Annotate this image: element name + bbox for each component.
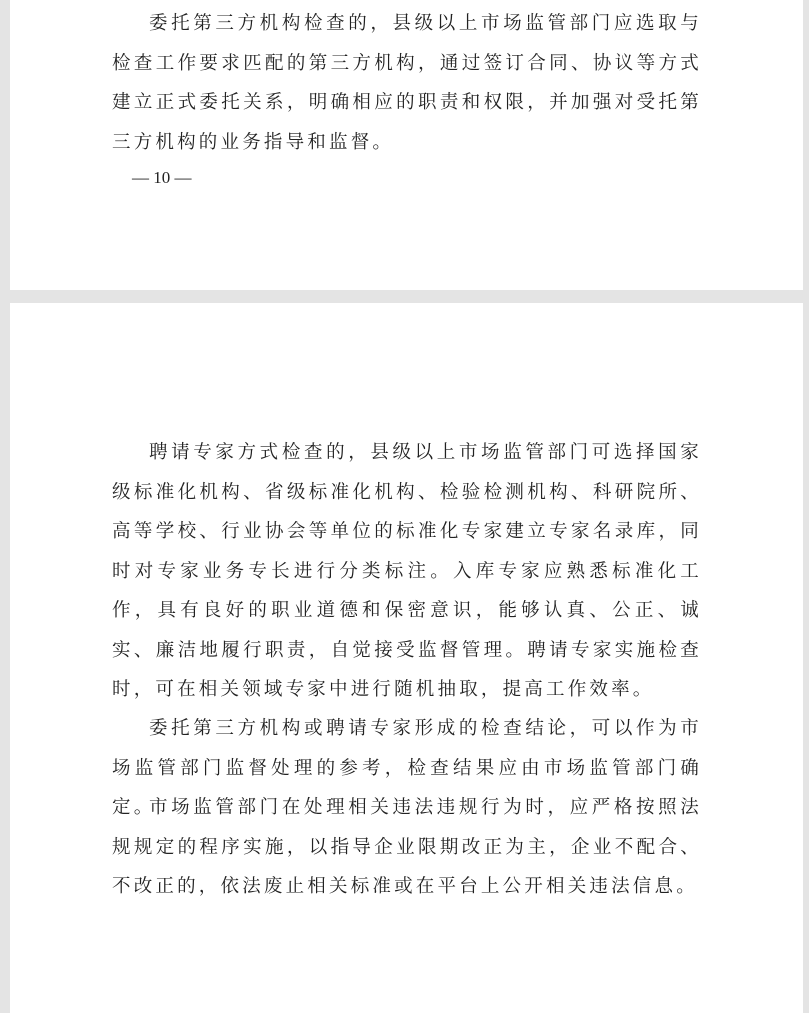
document-page-bottom bbox=[10, 303, 803, 1013]
paragraph-inspection-conclusion: 委托第三方机构或聘请专家形成的检查结论，可以作为市场监管部门监督处理的参考，检查结果应由市场监管部门确定。 bbox=[112, 718, 702, 818]
paragraph-third-party-entrustment: 委托第三方机构检查的，县级以上市场监管部门应选取与检查工作要求匹配的第三方机构，通过签订合同、协议等方式建立正式委托关系，明确相应的职责和权限，并加强对受托第三方机构的业务指导和监督。 bbox=[112, 13, 702, 153]
paragraph-expert-inspection: 聘请专家方式检查的，县级以上市场监管部门可选择国家级标准化机构、省级标准化机构、检验检测机构、科研院所、高等学校、行业协会等单位的标准化专家建立专家名录库，同时对专家业务专长进行分类标注。入库专家应熟悉标准化工作，具有良好的职业道德和保密意识，能够认真、公正、诚实、廉洁地履行职责，自觉接受监督管理。聘请专家实施检查时，可在相关领域专家中进行随机抽取，提高工作效率。 bbox=[112, 442, 702, 700]
document-page-top bbox=[10, 0, 803, 290]
page-number: — 10 — bbox=[132, 168, 192, 187]
paragraph-violation-handling: 市场监管部门在处理相关违法违规行为时，应严格按照法规规定的程序实施，以指导企业限期改正为主，企业不配合、不改正的，依法废止相关标准或在平台上公开相关违法信息。 bbox=[112, 797, 702, 897]
